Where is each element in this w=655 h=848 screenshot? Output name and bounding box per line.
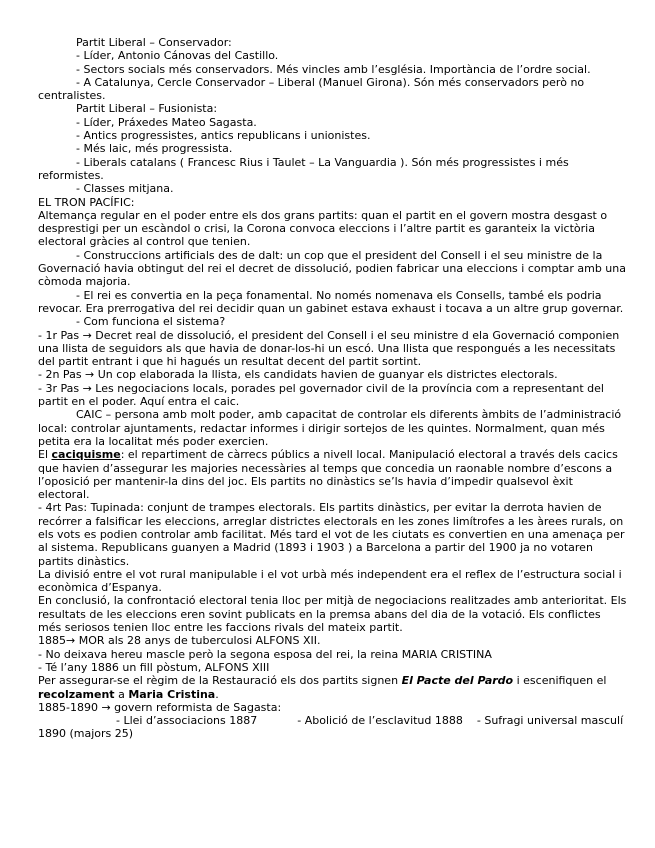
text-run: .: [215, 687, 219, 701]
text-line: - Té l’any 1886 un fill pòstum, ALFONS XIII: [38, 660, 270, 674]
reform-item: - Abolició de l’esclavitud 1888: [297, 714, 463, 728]
text-line: - Líder, Antonio Cánovas del Castillo.: [76, 49, 279, 63]
paragraph: - El rei es convertia en la peça fonamental. No només nomenava els Consells, també els podria revocar. Era prerrogativa del rei decidir quan un gabinet estava exhaust i tocava a un altre grup governar.: [38, 288, 624, 315]
paragraph: - 2n Pas → Un cop elaborada la llista, els candidats havien de guanyar els districtes electorals.: [38, 368, 558, 382]
reform-item: - Llei d’associacions 1887: [116, 714, 258, 728]
paragraph: - 3r Pas → Les negociacions locals, porades pel governador civil de la província com a representant del partit en el poder. Aquí entra el caic.: [38, 381, 604, 409]
text-line: - Liberals catalans ( Francesc Rius i Taulet – La Vanguardia ). Són més progressistes i més reformistes.: [38, 155, 569, 182]
text-run: Per assegurar-se el règim de la Restauració els dos partits signen: [38, 674, 402, 688]
term-pacte-del-pardo: El Pacte del Pardo: [401, 674, 514, 688]
text-line: - Més laic, més progressista.: [76, 142, 233, 156]
paragraph: En conclusió, la confrontació electoral tenia lloc per mitjà de negociacions realitzades amb anterioritat. Els resultats de les eleccions eren sovint publicats en la premsa abans del dia de la votació. Els conflictes més seriosos tenien lloc entre les faccions rivals del mateix partit.: [38, 594, 627, 635]
text-line: - A Catalunya, Cercle Conservador – Liberal (Manuel Girona). Són més conservadors però no centralistes.: [38, 75, 585, 103]
text-line: - Sectors socials més conservadors. Més vincles amb l’església. Importància de l’ordre social.: [76, 62, 591, 76]
reforms-line: [38, 714, 627, 741]
paragraph: - Construccions artificials des de dalt: un cop que el president del Consell i el seu ministre de la Governació havia obtingut del rei el decret de dissolució, podien fabricar una eleccions i comptar amb una còmoda majoria.: [38, 248, 626, 289]
paragraph-pacte: [38, 674, 627, 701]
paragraph: - 1r Pas → Decret real de dissolució, el president del Consell i el seu ministre d ela Governació componien una llista de seguidors als que havia de donar-los-hi un escó. Una llista que respongués a les necessitats del partit entrant i que hi hagués un resultat decent del partit sortint.: [38, 328, 620, 369]
text-line: - No deixava hereu mascle però la segona esposa del rei, la reina MARIA CRISTINA: [38, 647, 492, 661]
paragraph: La divisió entre el vot rural manipulable i el vot urbà més independent era el reflex de l’estructura social i econòmica d’Espanya.: [38, 567, 622, 595]
term-caciquisme: caciquisme: [51, 448, 121, 462]
text-run: El: [38, 448, 52, 462]
text-line: 1885-1890 → govern reformista de Sagasta:: [38, 700, 282, 714]
paragraph: - 4rt Pas: Tupinada: conjunt de trampes electorals. Els partits dinàstics, per evitar la derrota havien de recórrer a falsificar les eleccions, arreglar districtes electorals en les zones limítrofes a les àrees rurals, on els vots es podien controlar amb facilitat. Més tard el vot de les ciutats es convertien en una amenaça per al sistema. Republicans guanyen a Madrid (1893 i 1903 ) a Barcelona a partir del 1900 ja no votaren partits dinàstics.: [38, 501, 625, 568]
text-line: - Classes mitjana.: [76, 182, 174, 196]
text-line: - Líder, Práxedes Mateo Sagasta.: [76, 115, 257, 129]
text-line: - Com funciona el sistema?: [76, 315, 226, 329]
term-recolzament: recolzament: [38, 687, 115, 701]
term-maria-cristina: Maria Cristina: [128, 687, 216, 701]
paragraph-caciquisme: [38, 448, 627, 501]
paragraph: Altemança regular en el poder entre els dos grans partits: quan el partit en el govern mostra desgast o desprestigi per un escàndol o crisi, la Corona convoca eleccions i l’altre partit es garanteix la victòria electoral gràcies al control que tenien.: [38, 208, 608, 249]
text-run: i escenifiquen el: [513, 674, 607, 688]
reform-item: - Sufragi universal masculí 1890 (majors 25): [38, 714, 624, 741]
text-run: a: [114, 687, 129, 701]
text-line: 1885→ MOR als 28 anys de tuberculosi ALFONS XII.: [38, 634, 321, 648]
paragraph: CAIC – persona amb molt poder, amb capacitat de controlar els diferents àmbits de l’administració local: controlar ajuntaments, redactar informes i dirigir sortejos de les quintes. Normalment, quan més petita era la localitat més poder exercien.: [38, 408, 622, 448]
party-fusionista-heading: Partit Liberal – Fusionista:: [76, 102, 218, 116]
section-heading-tron-pacific: EL TRON PACÍFIC:: [38, 195, 135, 209]
text-run: : el repartiment de càrrecs públics a nivell local. Manipulació electoral a través dels cacics que havien d’assegurar les majories necessàries al temps que concedia un raonable nombre d’escons a l’oposició per mantenir-la dins del joc. Els partits no dinàstics se’ls havia d’impedir qualsevol èxit electoral.: [38, 448, 618, 502]
party-conservador-heading: Partit Liberal – Conservador:: [76, 36, 232, 49]
text-line: - Antics progressistes, antics republicans i unionistes.: [76, 129, 371, 143]
